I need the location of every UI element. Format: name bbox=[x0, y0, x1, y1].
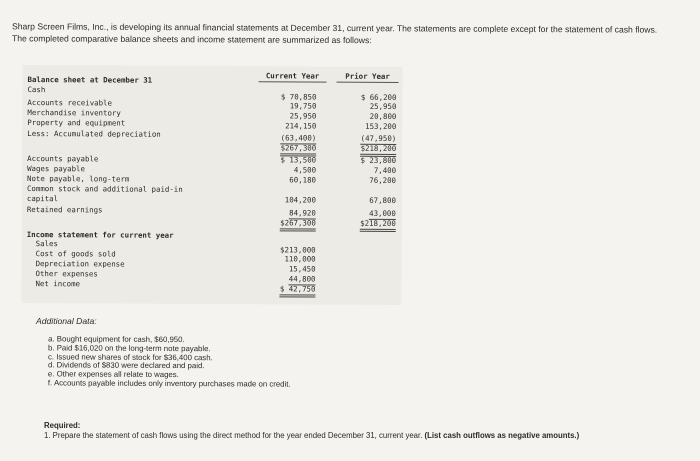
prior-value: $ 66,200 bbox=[360, 92, 397, 102]
additional-data-title: Additional Data: bbox=[36, 316, 97, 326]
table-row bbox=[22, 85, 402, 102]
row-label: Less: Accumulated depreciation bbox=[27, 129, 161, 139]
list-item: c. Issued new shares of stock for $36,400 cash. bbox=[48, 351, 213, 362]
row-label: Wages payable bbox=[27, 164, 85, 174]
row-label: Retained earnings bbox=[26, 205, 103, 215]
table-row-total bbox=[22, 217, 402, 229]
row-label: Sales bbox=[35, 239, 58, 249]
row-label: Other expenses bbox=[35, 269, 98, 279]
row-label: Accounts receivable bbox=[27, 98, 112, 108]
row-label: Depreciation expense bbox=[35, 259, 125, 269]
list-item: d. Dividends of $830 were declared and paid. bbox=[47, 360, 205, 371]
current-value: 104,200 bbox=[284, 195, 316, 205]
current-value: 15,450 bbox=[288, 264, 316, 274]
table-row-total bbox=[21, 279, 401, 294]
current-value: $ 70,850 bbox=[280, 92, 317, 102]
row-label: capital bbox=[26, 194, 59, 204]
table-row bbox=[22, 205, 402, 217]
balance-sheet-title: Balance sheet at December 31 bbox=[27, 75, 153, 85]
current-value: 110,000 bbox=[284, 254, 316, 264]
prior-value: (47,950) bbox=[360, 133, 397, 143]
prior-value: 20,800 bbox=[369, 111, 397, 121]
prior-value: 76,200 bbox=[369, 175, 397, 185]
row-label: Merchandise inventory bbox=[27, 108, 121, 118]
required-instruction bbox=[44, 431, 664, 441]
row-label: Common stock and additional paid-in bbox=[26, 184, 183, 194]
prior-value: 153,200 bbox=[365, 121, 397, 131]
current-value: $ 13,500 bbox=[280, 155, 317, 165]
current-value: (63,400) bbox=[280, 133, 317, 143]
prior-year-header: Prior Year bbox=[337, 71, 399, 83]
current-value: 25,950 bbox=[289, 111, 317, 121]
net-income-value: $ 42,750 bbox=[280, 284, 316, 297]
current-year-header: Current Year bbox=[259, 70, 327, 82]
income-statement-title: Income statement for current year bbox=[26, 230, 174, 240]
financial-statements-table bbox=[21, 65, 402, 305]
row-label: Property and equipment bbox=[27, 118, 126, 128]
current-value: 214,150 bbox=[285, 121, 317, 131]
row-label: Cost of goods sold bbox=[35, 249, 116, 259]
prior-value: 7,400 bbox=[373, 165, 397, 175]
problem-intro: Sharp Screen Films, Inc., is developing its annual financial statements at December 31, current year. The statements are complete except for the statement of cash flows. The completed comparative balance sheets and income statement are summarized as follows: bbox=[11, 21, 658, 46]
table-row bbox=[22, 194, 402, 206]
table-row-total bbox=[22, 142, 402, 154]
total-liabilities-current: $267,300 bbox=[280, 218, 316, 231]
current-value: $213,000 bbox=[280, 245, 316, 255]
total-assets-prior: $218,200 bbox=[361, 144, 397, 157]
required-section bbox=[44, 421, 664, 441]
list-item: a. Bought equipment for cash, $60,950. bbox=[48, 334, 185, 345]
row-label: Cash bbox=[27, 85, 46, 95]
prior-value: $ 23,800 bbox=[360, 155, 397, 165]
table-row bbox=[22, 118, 402, 130]
required-text: 1. Prepare the statement of cash flows using the direct method for the year ended December 31, current year. bbox=[44, 431, 423, 440]
list-item: f. Accounts payable includes only inventory purchases made on credit. bbox=[47, 378, 291, 389]
total-assets-current: $267,300 bbox=[281, 143, 317, 156]
prior-value: 25,950 bbox=[369, 101, 397, 111]
required-heading: Required: bbox=[44, 421, 81, 430]
prior-value: 67,800 bbox=[369, 195, 396, 205]
additional-data-list bbox=[48, 335, 291, 389]
table-row bbox=[22, 129, 402, 141]
current-value: 4,500 bbox=[293, 165, 317, 175]
current-value: 84,920 bbox=[289, 208, 316, 218]
prior-value: 43,000 bbox=[369, 208, 396, 218]
row-label: Accounts payable bbox=[27, 154, 99, 164]
current-value: 60,180 bbox=[289, 175, 317, 185]
list-item: e. Other expenses all relate to wages. bbox=[47, 369, 179, 380]
list-item: b. Paid $16,020 on the long-term note payable. bbox=[48, 343, 211, 354]
required-emphasis: (List cash outflows as negative amounts.) bbox=[424, 431, 580, 440]
current-value: 19,750 bbox=[289, 101, 317, 111]
row-label: Net income bbox=[35, 279, 81, 289]
total-liabilities-prior: $218,200 bbox=[360, 219, 396, 232]
current-value: 44,800 bbox=[288, 274, 316, 284]
row-label: Note payable, long-term bbox=[27, 174, 130, 184]
